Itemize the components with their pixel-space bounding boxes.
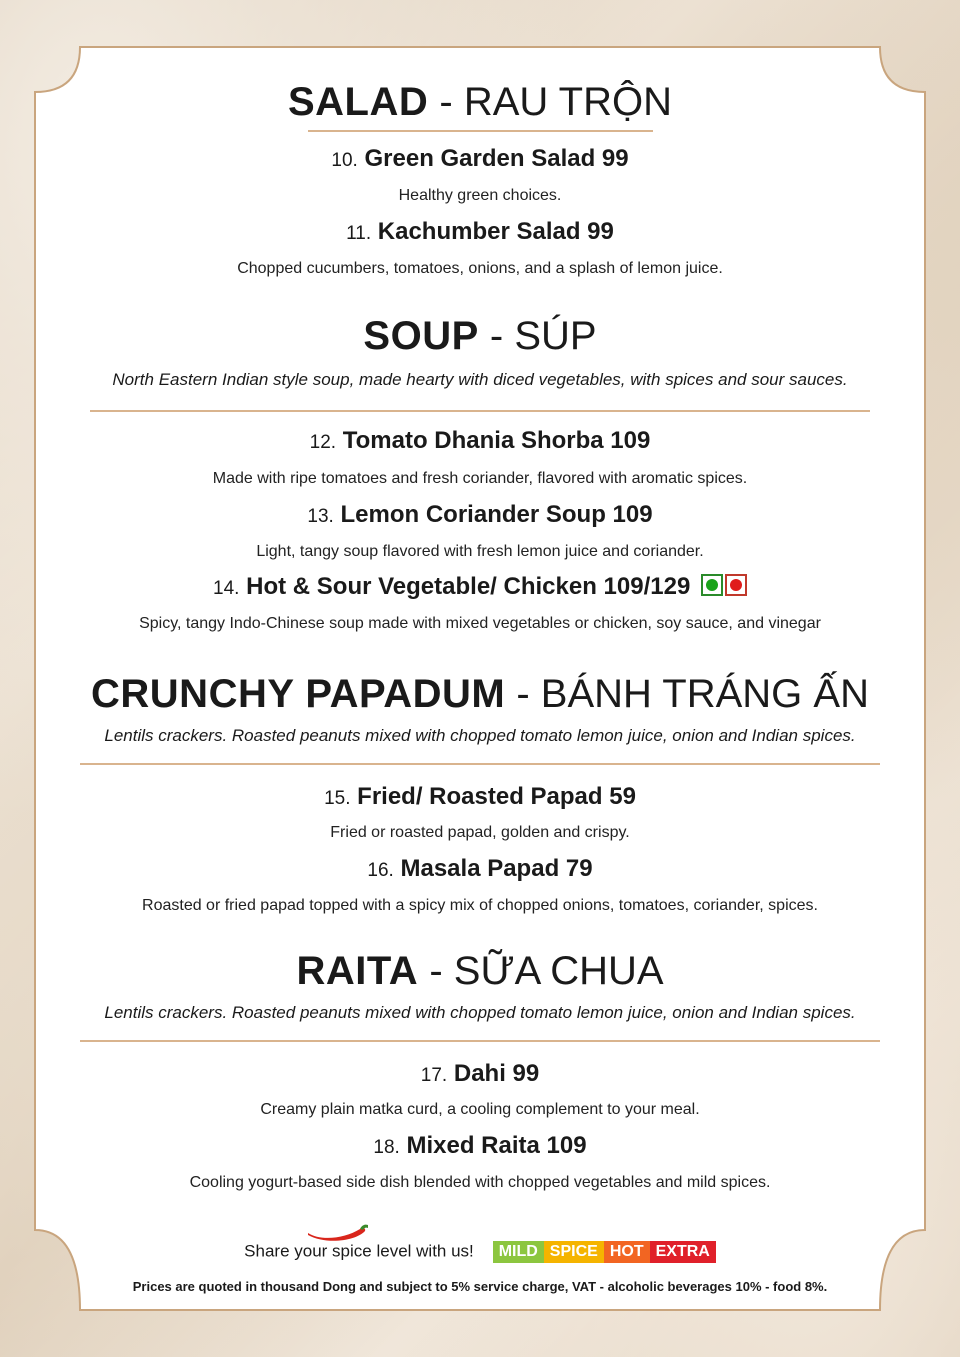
- menu-item-17: 17. Dahi 99: [420, 1060, 540, 1087]
- papadum-intro: Lentils crackers. Roasted peanuts mixed with chopped tomato lemon juice, onion and Indian spices.: [104, 726, 856, 745]
- papadum-section-title: CRUNCHY PAPADUM - BÁNH TRÁNG ẤN: [91, 672, 869, 716]
- menu-item-15-desc: Fried or roasted papad, golden and crispy.: [330, 824, 630, 841]
- spice-spice-badge: SPICE: [544, 1241, 604, 1263]
- papadum-divider: [80, 763, 880, 765]
- menu-item-11-desc: Chopped cucumbers, tomatoes, onions, and a splash of lemon juice.: [237, 260, 723, 277]
- spice-level-label: Share your spice level with us!: [244, 1241, 474, 1261]
- pricing-footnote: Prices are quoted in thousand Dong and subject to 5% service charge, VAT - alcoholic beverages 10% - food 8%.: [132, 1279, 828, 1294]
- nonveg-mark-icon: [725, 574, 747, 596]
- menu-item-16-desc: Roasted or fried papad topped with a spicy mix of chopped onions, tomatoes, coriander, spices.: [142, 897, 818, 914]
- spice-mild-badge: MILD: [493, 1241, 544, 1263]
- salad-divider: [308, 130, 653, 132]
- menu-item-11: 11. Kachumber Salad 99: [346, 218, 614, 245]
- menu-item-12-desc: Made with ripe tomatoes and fresh coriander, flavored with aromatic spices.: [212, 470, 748, 487]
- menu-item-10: 10. Green Garden Salad 99: [331, 145, 629, 172]
- menu-item-13-desc: Light, tangy soup flavored with fresh lemon juice and coriander.: [256, 543, 704, 560]
- menu-item-13: 13. Lemon Coriander Soup 109: [307, 501, 653, 528]
- menu-item-17-desc: Creamy plain matka curd, a cooling complement to your meal.: [260, 1101, 700, 1118]
- menu-item-10-desc: Healthy green choices.: [398, 187, 562, 204]
- soup-intro: North Eastern Indian style soup, made hearty with diced vegetables, with spices and sour sauces.: [112, 370, 848, 389]
- soup-section-title: SOUP - SÚP: [363, 314, 597, 358]
- raita-divider: [80, 1040, 880, 1042]
- raita-section-title: RAITA - SỮA CHUA: [296, 949, 664, 993]
- menu-item-12: 12. Tomato Dhania Shorba 109: [309, 427, 651, 454]
- menu-item-16: 16. Masala Papad 79: [367, 855, 593, 882]
- menu-item-18-desc: Cooling yogurt-based side dish blended with chopped vegetables and mild spices.: [189, 1174, 771, 1191]
- menu-item-18: 18. Mixed Raita 109: [373, 1132, 587, 1159]
- spice-hot-badge: HOT: [604, 1241, 650, 1263]
- menu-item-14-desc: Spicy, tangy Indo-Chinese soup made with mixed vegetables or chicken, soy sauce, and vinegar: [139, 615, 821, 632]
- salad-section-title: SALAD - RAU TRỘN: [287, 80, 672, 124]
- spice-level-bar: [0, 1238, 960, 1264]
- raita-intro: Lentils crackers. Roasted peanuts mixed with chopped tomato lemon juice, onion and Indian spices.: [104, 1003, 856, 1022]
- menu-item-14: 14. Hot & Sour Vegetable/ Chicken 109/129: [0, 572, 960, 604]
- soup-divider: [90, 410, 870, 412]
- spice-extra-badge: EXTRA: [650, 1241, 716, 1263]
- menu-item-15: 15. Fried/ Roasted Papad 59: [324, 783, 636, 810]
- veg-mark-icon: [701, 574, 723, 596]
